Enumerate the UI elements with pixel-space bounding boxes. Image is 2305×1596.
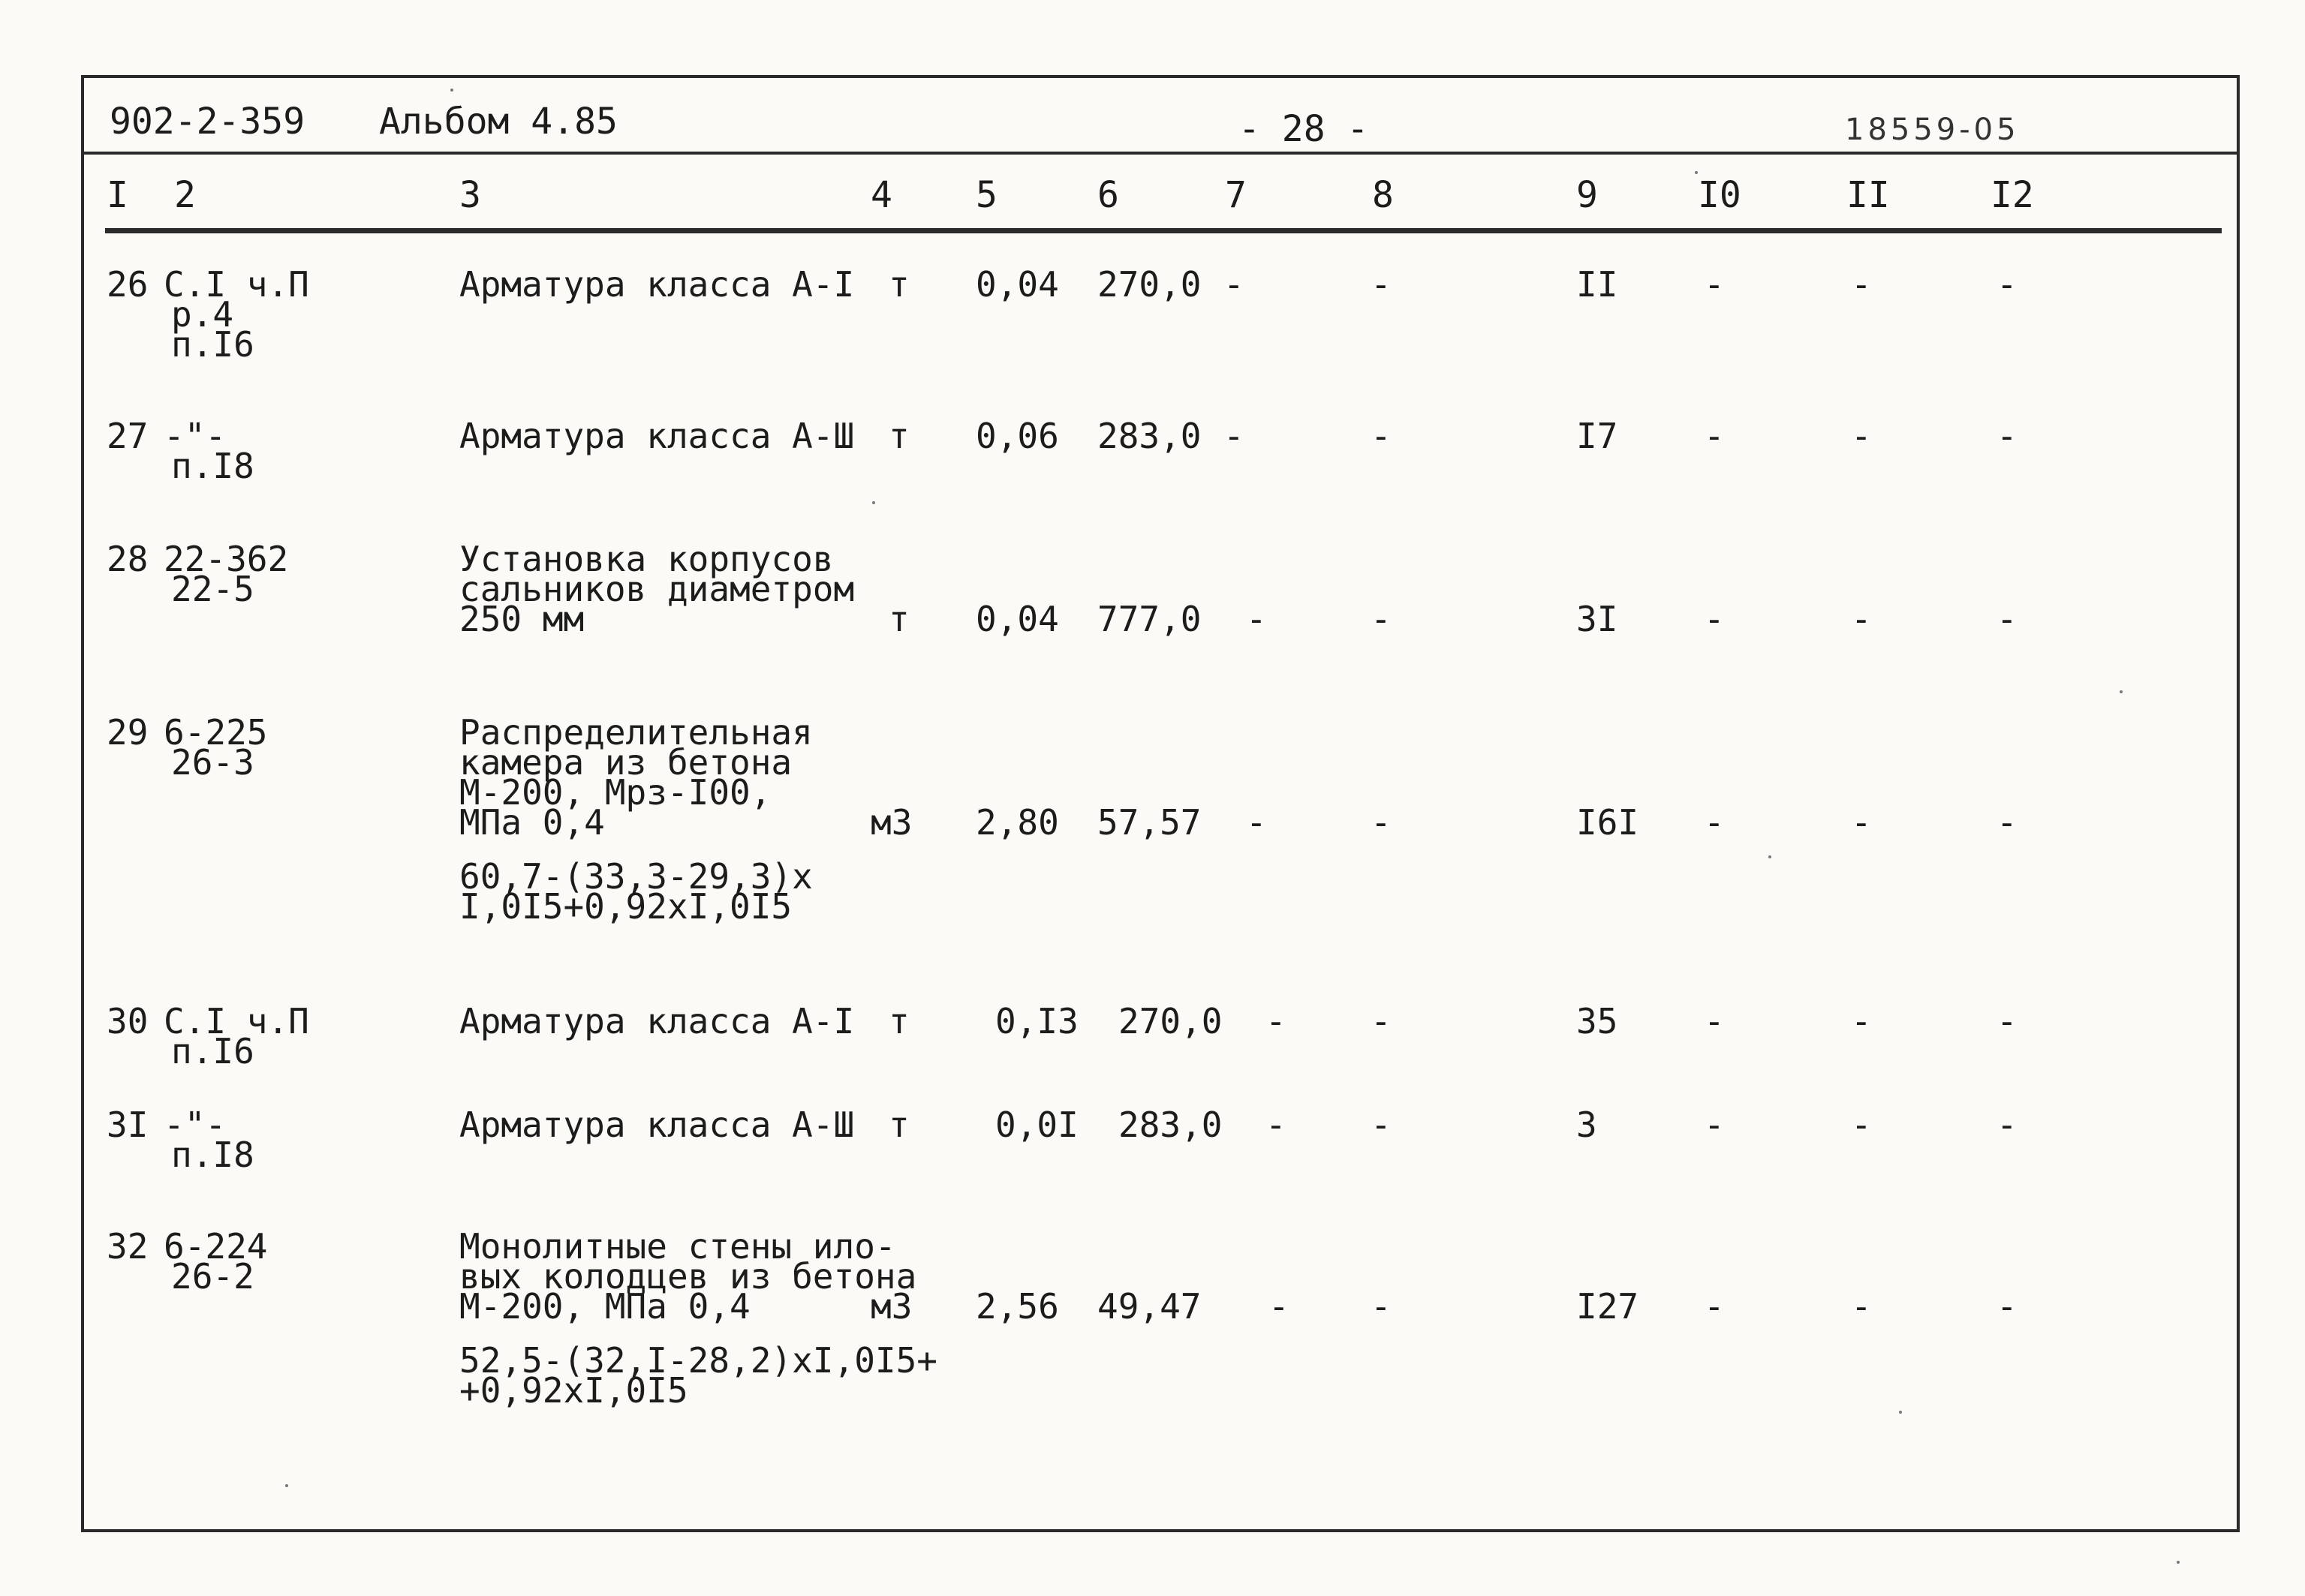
- norm-code: -"-: [164, 1105, 227, 1145]
- row-number: 32: [107, 1226, 149, 1267]
- norm-code: 22-5: [171, 569, 254, 609]
- col7-value: -: [1223, 416, 1244, 456]
- item-description: Монолитные стены ило-: [459, 1226, 896, 1267]
- scan-speck: [1695, 171, 1698, 174]
- column-header: 4: [871, 174, 892, 216]
- document-code: 902-2-359: [110, 101, 305, 143]
- column-header: I0: [1698, 174, 1741, 216]
- norm-code: С.I ч.П: [164, 1001, 309, 1041]
- unit: т: [889, 599, 910, 639]
- col10-value: -: [1704, 264, 1725, 305]
- col7-value: -: [1268, 1286, 1289, 1327]
- col8-value: -: [1371, 802, 1392, 843]
- item-description: М-200, МПа 0,4: [459, 1286, 751, 1327]
- column-header: I: [107, 174, 128, 216]
- col12-value: -: [1997, 1001, 2018, 1041]
- unit: т: [889, 264, 910, 305]
- quantity-value: 0,I3: [995, 1001, 1079, 1041]
- col11-value: -: [1851, 1001, 1872, 1041]
- row-number: 30: [107, 1001, 149, 1041]
- item-description: вых колодцев из бетона: [459, 1256, 917, 1297]
- quantity-value: 0,04: [976, 599, 1059, 639]
- scan-speck: [2120, 690, 2123, 693]
- unit-cost-value: 49,47: [1097, 1286, 1202, 1327]
- column-header: 5: [976, 174, 998, 216]
- norm-code: п.I6: [171, 324, 254, 365]
- column-header: 3: [459, 174, 481, 216]
- unit-cost-value: 777,0: [1097, 599, 1202, 639]
- unit-cost-value: 270,0: [1097, 264, 1202, 305]
- item-description: Распределительная: [459, 712, 813, 753]
- col11-value: -: [1851, 802, 1872, 843]
- col7-value: -: [1246, 802, 1267, 843]
- norm-code: -"-: [164, 416, 227, 456]
- col8-value: -: [1371, 264, 1392, 305]
- reference-number: 18559-05: [1845, 113, 2020, 147]
- column-header: I2: [1991, 174, 2034, 216]
- column-header: 8: [1372, 174, 1394, 216]
- row-number: 29: [107, 712, 149, 753]
- scan-speck: [1899, 1411, 1902, 1414]
- col8-value: -: [1371, 1105, 1392, 1145]
- col12-value: -: [1997, 264, 2018, 305]
- norm-code: р.4: [171, 294, 234, 335]
- row-number: 27: [107, 416, 149, 456]
- scan-speck: [1768, 855, 1771, 858]
- total-cost-value: 35: [1576, 1001, 1618, 1041]
- column-header-rule: [105, 228, 2222, 233]
- row-number: 26: [107, 264, 149, 305]
- scan-speck: [285, 1484, 288, 1487]
- column-header: 6: [1097, 174, 1119, 216]
- header-rule: [81, 152, 2240, 155]
- album-label: Альбом 4.85: [379, 101, 618, 143]
- col11-value: -: [1851, 1105, 1872, 1145]
- quantity-value: 2,80: [976, 802, 1059, 843]
- col11-value: -: [1851, 416, 1872, 456]
- col10-value: -: [1704, 1105, 1725, 1145]
- col10-value: -: [1704, 416, 1725, 456]
- item-description: сальников диаметром: [459, 569, 855, 609]
- total-cost-value: II: [1576, 264, 1618, 305]
- quantity-value: 0,06: [976, 416, 1059, 456]
- col8-value: -: [1371, 1286, 1392, 1327]
- col8-value: -: [1371, 416, 1392, 456]
- column-header: II: [1846, 174, 1890, 216]
- unit: т: [889, 416, 910, 456]
- column-header: 2: [174, 174, 196, 216]
- row-number: 28: [107, 539, 149, 579]
- norm-code: 26-3: [171, 742, 254, 783]
- total-cost-value: 3I: [1576, 599, 1618, 639]
- quantity-value: 0,04: [976, 264, 1059, 305]
- norm-code: С.I ч.П: [164, 264, 309, 305]
- unit-cost-value: 270,0: [1118, 1001, 1223, 1041]
- item-description: Арматура класса А-Ш: [459, 1105, 855, 1145]
- formula-note: 60,7-(33,3-29,3)x: [459, 856, 813, 897]
- col11-value: -: [1851, 599, 1872, 639]
- item-description: Арматура класса А-I: [459, 264, 855, 305]
- total-cost-value: 3: [1576, 1105, 1597, 1145]
- col12-value: -: [1997, 1105, 2018, 1145]
- col7-value: -: [1223, 264, 1244, 305]
- scan-speck: [872, 501, 875, 504]
- col7-value: -: [1265, 1001, 1286, 1041]
- unit: м3: [871, 1286, 913, 1327]
- total-cost-value: I7: [1576, 416, 1618, 456]
- quantity-value: 0,0I: [995, 1105, 1079, 1145]
- col12-value: -: [1997, 802, 2018, 843]
- unit: т: [889, 1001, 910, 1041]
- norm-code: п.I8: [171, 446, 254, 486]
- norm-code: 26-2: [171, 1256, 254, 1297]
- col8-value: -: [1371, 1001, 1392, 1041]
- scan-speck: [2177, 1561, 2180, 1564]
- item-description: Установка корпусов: [459, 539, 834, 579]
- norm-code: п.I6: [171, 1031, 254, 1072]
- quantity-value: 2,56: [976, 1286, 1059, 1327]
- col11-value: -: [1851, 1286, 1872, 1327]
- col12-value: -: [1997, 416, 2018, 456]
- total-cost-value: I27: [1576, 1286, 1639, 1327]
- item-description: МПа 0,4: [459, 802, 605, 843]
- norm-code: п.I8: [171, 1135, 254, 1175]
- col11-value: -: [1851, 264, 1872, 305]
- col12-value: -: [1997, 1286, 2018, 1327]
- column-header: 9: [1576, 174, 1598, 216]
- norm-code: 22-362: [164, 539, 289, 579]
- item-description: М-200, Мрз-I00,: [459, 772, 772, 813]
- item-description: 250 мм: [459, 599, 585, 639]
- col10-value: -: [1704, 1286, 1725, 1327]
- scan-speck: [450, 89, 453, 92]
- total-cost-value: I6I: [1576, 802, 1639, 843]
- col7-value: -: [1265, 1105, 1286, 1145]
- row-number: 3I: [107, 1105, 149, 1145]
- unit: м3: [871, 802, 913, 843]
- item-description: Арматура класса А-I: [459, 1001, 855, 1041]
- col10-value: -: [1704, 1001, 1725, 1041]
- col8-value: -: [1371, 599, 1392, 639]
- formula-note: 52,5-(32,I-28,2)xI,0I5+: [459, 1340, 937, 1381]
- item-description: камера из бетона: [459, 742, 793, 783]
- col10-value: -: [1704, 802, 1725, 843]
- unit: т: [889, 1105, 910, 1145]
- unit-cost-value: 57,57: [1097, 802, 1202, 843]
- unit-cost-value: 283,0: [1097, 416, 1202, 456]
- col12-value: -: [1997, 599, 2018, 639]
- norm-code: 6-224: [164, 1226, 268, 1267]
- formula-note: I,0I5+0,92xI,0I5: [459, 886, 793, 927]
- page-number: - 28 -: [1238, 108, 1369, 150]
- col10-value: -: [1704, 599, 1725, 639]
- unit-cost-value: 283,0: [1118, 1105, 1223, 1145]
- column-header: 7: [1225, 174, 1247, 216]
- col7-value: -: [1246, 599, 1267, 639]
- norm-code: 6-225: [164, 712, 268, 753]
- item-description: Арматура класса А-Ш: [459, 416, 855, 456]
- formula-note: +0,92xI,0I5: [459, 1370, 688, 1411]
